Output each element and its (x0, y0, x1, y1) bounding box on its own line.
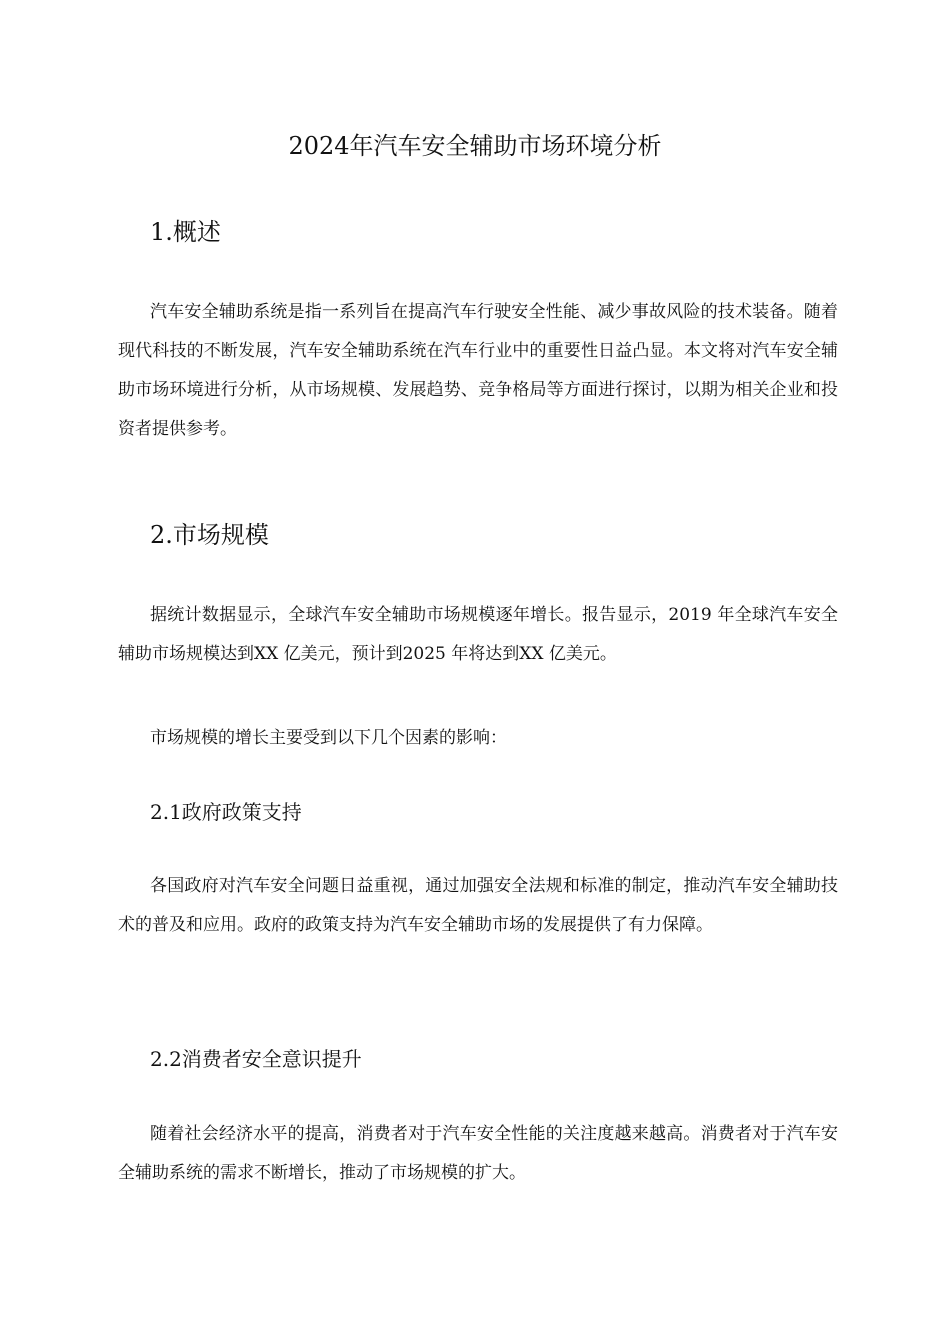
policy-paragraph: 各国政府对汽车安全问题日益重视，通过加强安全法规和标准的制定，推动汽车安全辅助技术的普及和应用。政府的政策支持为汽车安全辅助市场的发展提供了有力保障。 (118, 876, 838, 935)
subsection-heading-policy: 2.1政府政策支持 (150, 800, 302, 824)
consumer-paragraph: 随着社会经济水平的提高，消费者对于汽车安全性能的关注度越来越高。消费者对于汽车安全辅助系统的需求不断增长，推动了市场规模的扩大。 (118, 1124, 838, 1183)
market-factors-intro: 市场规模的增长主要受到以下几个因素的影响： (150, 728, 507, 748)
section-heading-overview: 1.概述 (150, 218, 221, 246)
subsection-heading-consumer: 2.2消费者安全意识提升 (150, 1047, 362, 1071)
document-title: 2024年汽车安全辅助市场环境分析 (288, 132, 662, 160)
section-heading-market-size: 2.市场规模 (150, 521, 269, 549)
overview-paragraph: 汽车安全辅助系统是指一系列旨在提高汽车行驶安全性能、减少事故风险的技术装备。随着现代科技的不断发展，汽车安全辅助系统在汽车行业中的重要性日益凸显。本文将对汽车安全辅助市场环境进行分析，从市场规模、发展趋势、竞争格局等方面进行探讨，以期为相关企业和投资者提供参考。 (118, 302, 838, 439)
market-size-paragraph: 据统计数据显示，全球汽车安全辅助市场规模逐年增长。报告显示，2019 年全球汽车安全辅助市场规模达到XX 亿美元，预计到2025 年将达到XX 亿美元。 (118, 605, 838, 664)
